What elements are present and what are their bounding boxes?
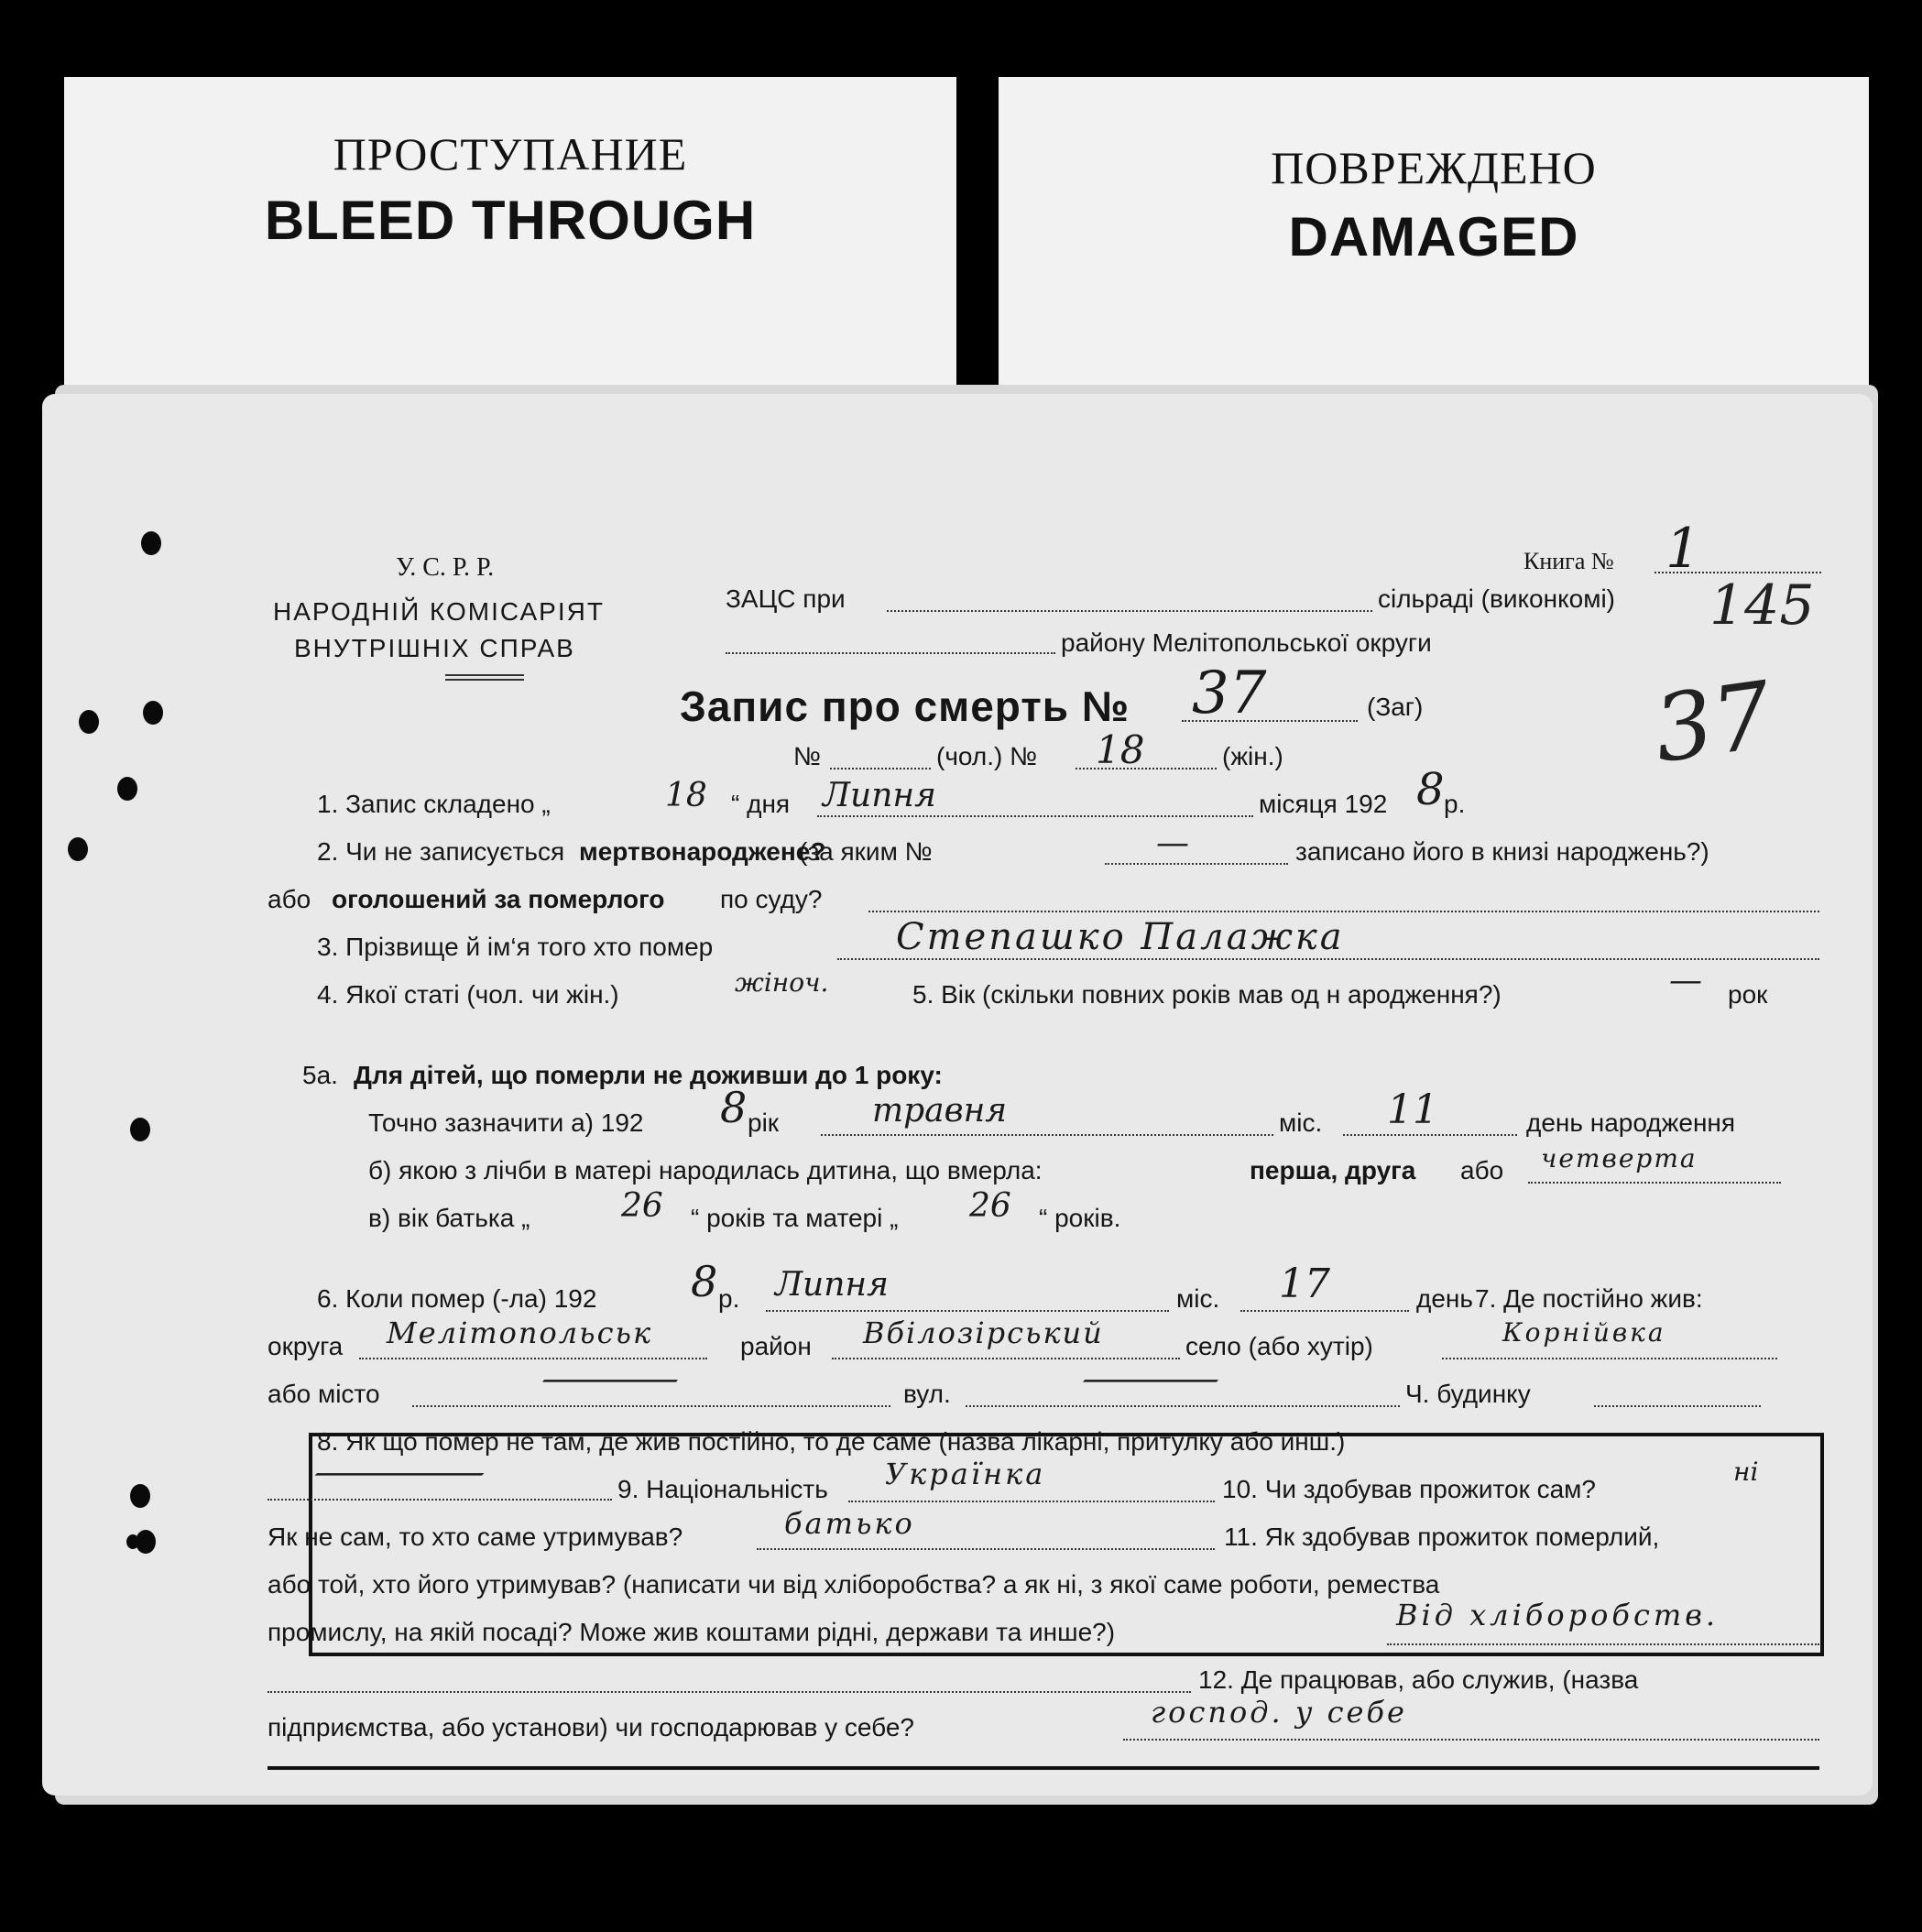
f11a-text: або той, хто його утримував? (написати чи від хліборобства? а як ні, з якої саме роботи, ремества — [268, 1570, 1440, 1599]
punch-hole — [130, 1484, 150, 1508]
f5a-line-b-tail: або — [1460, 1156, 1504, 1184]
f1-label-a: 1. Запис складено „ — [317, 790, 551, 818]
f5a-year-digit: 8 — [720, 1083, 748, 1132]
f11b-value: Від хліборобств. — [1396, 1598, 1719, 1632]
record-number-handwritten: 37 — [1192, 660, 1267, 727]
card-russian-text: ПОВРЕЖДЕНО — [1271, 142, 1597, 193]
f5a-order-line — [1528, 1182, 1781, 1184]
f7b-budynok-label: Ч. будинку — [1405, 1380, 1531, 1408]
f12b-line — [1123, 1739, 1819, 1741]
f7-raion: Вбілозірський — [863, 1315, 1104, 1350]
f5a-line-c2: “ років та матері „ — [691, 1204, 899, 1232]
record-number-line — [1182, 720, 1358, 722]
card-english-text: DAMAGED — [1288, 206, 1579, 267]
commissariat-line1: НАРОДНІЙ КОМІСАРІЯТ — [273, 597, 605, 626]
f1-label-d: р. — [1444, 790, 1466, 818]
male-label: (чол.) № — [936, 742, 1038, 770]
f2b-label-b: по суду? — [720, 885, 823, 913]
f6-month: Липня — [775, 1266, 889, 1304]
f6-month-line — [766, 1310, 1169, 1312]
f2-value: — — [1156, 824, 1189, 862]
f10b-value: батько — [784, 1506, 915, 1541]
f11b-label: промислу, на якій посаді? Може жив коштами рідні, держави та инше?) — [268, 1618, 1116, 1646]
f5a-line-c: в) вік батька „ — [368, 1204, 530, 1232]
punch-hole — [117, 777, 137, 801]
f7b-budynok-line — [1594, 1405, 1761, 1407]
f6-mis: міс. — [1176, 1284, 1220, 1313]
f5a-father-age: 26 — [621, 1187, 663, 1225]
f5-age: — — [1669, 962, 1702, 999]
f12b-value: господ. у себе — [1151, 1695, 1407, 1730]
f7b-misto-label: або місто — [268, 1380, 380, 1408]
f4-label: 4. Якої статі (чол. чи жін.) — [317, 980, 619, 1009]
f7-selo-line — [1442, 1358, 1777, 1359]
f5a-heading-num: 5а. — [302, 1061, 338, 1089]
f3-value: Степашко Палажка — [896, 916, 1345, 958]
f8-value: — — [308, 1451, 491, 1493]
f6-day: 17 — [1279, 1261, 1330, 1307]
punch-hole — [130, 1118, 150, 1141]
bleed-through-card — [64, 77, 956, 399]
f2-label-b: (за яким № — [799, 837, 933, 866]
f10-label: 10. Чи здобував прожиток сам? — [1222, 1475, 1596, 1503]
f12-label: 12. Де працював, або служив, (назва — [1198, 1665, 1639, 1694]
f10b-line — [757, 1548, 1215, 1550]
f1-label-b: “ дня — [731, 790, 791, 818]
f10-value: ні — [1733, 1457, 1759, 1487]
f11b-line — [1387, 1643, 1819, 1645]
punch-hole — [141, 531, 161, 555]
f10b-label: Як не сам, то хто саме утримував? — [268, 1523, 683, 1551]
punch-hole — [68, 837, 88, 861]
zags-field-line — [887, 610, 1372, 612]
f12b-label: підприємства, або установи) чи господарював у себе? — [268, 1713, 915, 1741]
book-number-handwritten: 1 — [1665, 517, 1701, 581]
f5-unit: рок — [1728, 980, 1768, 1009]
f7b-misto: — — [537, 1358, 683, 1400]
f8-line — [268, 1499, 612, 1501]
book-label: Книга № — [1523, 548, 1614, 574]
f9-label: 9. Національність — [617, 1475, 828, 1503]
damaged-card — [999, 77, 1869, 399]
republic-label: У. С. Р. Р. — [396, 553, 495, 582]
f2b-line — [868, 911, 1819, 912]
f1-label-c: місяця 192 — [1259, 790, 1388, 818]
zags-suffix: сільраді (виконкомі) — [1378, 584, 1615, 613]
f2b-bold: оголошений за померлого — [332, 885, 665, 913]
death-record-form — [42, 394, 1873, 1796]
f5a-line-b-bold: перша, друга — [1250, 1156, 1416, 1184]
f1-month: Липня — [823, 777, 936, 814]
f5a-heading: Для дітей, що померли не доживши до 1 року: — [354, 1061, 943, 1089]
f5a-day-line — [1343, 1134, 1517, 1136]
commissariat-line2: ВНУТРІШНІХ СПРАВ — [294, 634, 575, 662]
f7-okruha: Мелітопольськ — [387, 1315, 653, 1350]
f6-day-label: день — [1416, 1284, 1473, 1313]
f3-line — [837, 958, 1819, 960]
district-suffix: району Мелітопольської округи — [1061, 628, 1432, 657]
male-number-line — [830, 768, 931, 770]
punch-hole — [143, 701, 163, 725]
f3-label: 3. Прізвище й ім‘я того хто помер — [317, 933, 714, 961]
card-russian-text: ПРОСТУПАНИЕ — [333, 128, 688, 180]
number-label: № — [793, 742, 822, 770]
f7b-vul-line — [966, 1405, 1400, 1407]
f5a-month: травня — [872, 1092, 1008, 1130]
f7b-vul-label: вул. — [903, 1380, 951, 1408]
f5a-rik: рік — [748, 1108, 780, 1137]
f9-line — [848, 1501, 1215, 1502]
f7-okruha-label: округа — [268, 1332, 344, 1360]
punch-hole — [79, 710, 99, 734]
record-suffix: (Заг) — [1367, 693, 1424, 721]
female-label: (жін.) — [1222, 742, 1283, 770]
f7b-vul: — — [1077, 1358, 1224, 1400]
f6-day-line — [1240, 1310, 1409, 1312]
f7-raion-label: район — [740, 1332, 812, 1360]
f1-month-line — [817, 815, 1253, 817]
district-field-line — [726, 652, 1055, 654]
f5-label: 5. Вік (скільки повних років мав од н ародження?) — [912, 980, 1502, 1009]
header-double-rule — [445, 674, 524, 681]
f4-value: жіноч. — [735, 967, 829, 998]
f8-label: 8. Як що помер не там, де жив постійно, то де саме (назва лікарні, притулку або инш.) — [317, 1427, 1346, 1456]
f7-selo-label: село (або хутір) — [1185, 1332, 1373, 1360]
zags-prefix: ЗАЦС при — [726, 584, 846, 613]
f7-selo: Корнійвка — [1502, 1317, 1666, 1348]
f11-label: 11. Як здобував прожиток померлий, — [1224, 1523, 1660, 1551]
f6-label-a: 6. Коли помер (-ла) 192 — [317, 1284, 597, 1313]
f5a-mother-age: 26 — [969, 1187, 1011, 1225]
margin-note-crossed-number: 37 — [1647, 660, 1778, 784]
f2-line — [1105, 863, 1288, 865]
f5a-mis: міс. — [1279, 1108, 1323, 1137]
f6-year-digit: 8 — [691, 1257, 718, 1306]
f1-day: 18 — [665, 777, 707, 814]
f5a-month-line — [821, 1134, 1273, 1136]
page-title: Запис про смерть № — [680, 682, 1130, 730]
f5a-day: 11 — [1387, 1086, 1438, 1133]
f9-value: Українка — [885, 1457, 1046, 1491]
margin-note-number: 145 — [1709, 573, 1815, 638]
female-number-handwritten: 18 — [1096, 727, 1145, 772]
card-english-text: BLEED THROUGH — [264, 190, 757, 251]
f5a-line-c3: “ років. — [1039, 1204, 1121, 1232]
f5a-line-a: Точно зазначити а) 192 — [368, 1108, 644, 1137]
f7b-misto-line — [412, 1405, 890, 1407]
f2-bold: мертвонароджене? — [579, 837, 826, 866]
f7-label: 7. Де постійно жив: — [1475, 1284, 1703, 1313]
f11c-line — [268, 1691, 1191, 1693]
f5a-day-label: день народження — [1526, 1108, 1736, 1137]
f2b-label-a: або — [268, 885, 311, 913]
f2-label-a: 2. Чи не записується — [317, 837, 565, 866]
f1-year-digit: 8 — [1416, 764, 1445, 815]
f5a-line-b: б) якою з лічби в матері народилась дитина, що вмерла: — [368, 1156, 1043, 1184]
punch-hole — [126, 1534, 139, 1549]
f6-label-b: р. — [718, 1284, 740, 1313]
f2-label-c: записано його в книзі народжень?) — [1295, 837, 1709, 866]
bottom-rule — [268, 1766, 1819, 1770]
female-number-line — [1076, 768, 1217, 770]
f5a-order: четверта — [1541, 1143, 1698, 1173]
